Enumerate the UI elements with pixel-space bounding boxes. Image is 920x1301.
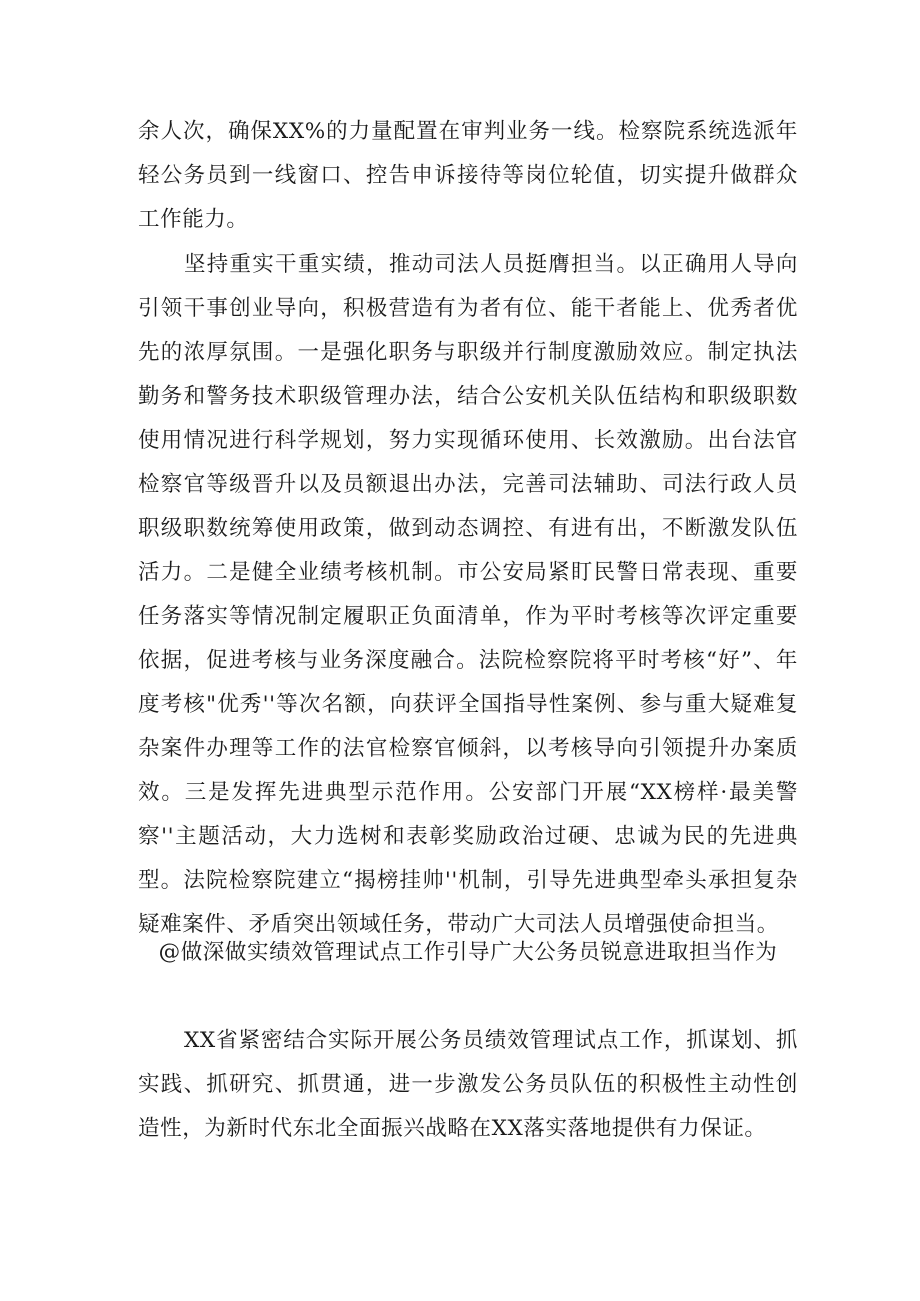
section-heading: @做深做实绩效管理试点工作引导广大公务员锐意进取担当作为 — [158, 940, 778, 965]
paragraph-judicial-personnel: 坚持重实干重实绩，推动司法人员挺膺担当。以正确用人导向引领干事创业导向，积极营造有为者有位、能干者能上、优秀者优先的浓厚氛围。一是强化职务与职级并行制度激励效应。制定执法勤务和警务技术职级管理办法，结合公安机关队伍结构和职级职数使用情况进行科学规划，努力实现循环使用、长效激励。出台法官检察官等级晋升以及员额退出办法，完善司法辅助、司法行政人员职级职数统筹使用政策，做到动态调控、有进有出，不断激发队伍活力。二是健全业绩考核机制。市公安局紧盯民警日常表现、重要任务落实等情况制定履职正负面清单，作为平时考核等次评定重要依据，促进考核与业务深度融合。法院检察院将平时考核“好”、年度考核"优秀''等次名额，向获评全国指导性案例、参与重大疑难复杂案件办理等工作的法官检察官倾斜，以考核导向引领提升办案质效。三是发挥先进典型示范作用。公安部门开展“XX榜样·最美警察''主题活动，大力选树和表彰奖励政治过硬、忠诚为民的先进典型。法院检察院建立“揭榜挂帅''机制，引导先进典型牵头承担复杂疑难案件、矛盾突出领域任务，带动广大司法人员增强使命担当。 — [138, 252, 798, 937]
paragraph-continuation: 余人次，确保XX%的力量配置在审判业务一线。检察院系统选派年轻公务员到一线窗口、控告申诉接待等岗位轮值，切实提升做群众工作能力。 — [138, 119, 798, 232]
paragraph-performance-pilot: XX省紧密结合实际开展公务员绩效管理试点工作，抓谋划、抓实践、抓研究、抓贯通，进一步激发公务员队伍的积极性主动性创造性，为新时代东北全面振兴战略在XX落实落地提供有力保证。 — [138, 1028, 798, 1141]
